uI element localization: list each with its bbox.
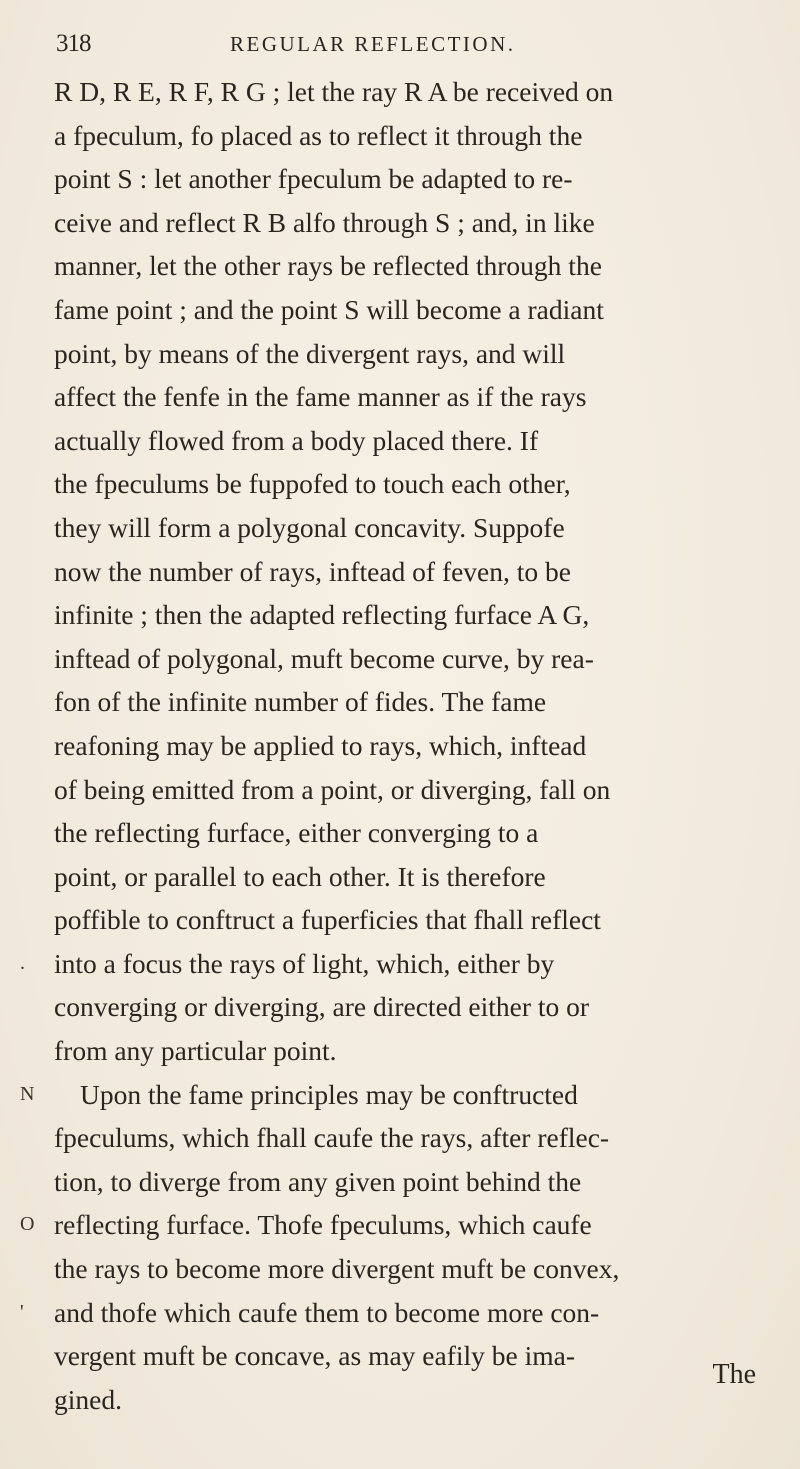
body-text [20, 70, 774, 1421]
text-line: affect the fenfe in the fame manner as if the rays [54, 381, 587, 413]
text-line: tion, to diverge from any given point behind the [54, 1165, 582, 1197]
margin-mark: ' [20, 1300, 24, 1323]
text-line: fon of the infinite number of fides. The fame [54, 686, 547, 718]
text-line: . into a focus the rays of light, which, either by [54, 942, 774, 986]
catchword: The [712, 1359, 756, 1390]
text-line: manner, let the other rays be reflected through the [54, 250, 602, 282]
text-line: inftead of polygonal, muft become curve, by rea- [54, 642, 594, 674]
text-line: now the number of rays, inftead of feven, to be [54, 555, 571, 587]
text-line: the reflecting furface, either converging to a [54, 817, 539, 849]
margin-mark: O [20, 1213, 35, 1236]
text-line: point, or parallel to each other. It is therefore [54, 860, 546, 892]
text-line: the rays to become more divergent muft be convex, [54, 1253, 620, 1285]
margin-mark: . [20, 951, 25, 974]
text-line: point, by means of the divergent rays, and will [54, 337, 566, 369]
text-line: a fpeculum, fo placed as to reflect it through the [54, 119, 583, 151]
text-line: gined. [54, 1383, 122, 1415]
text-line: point S : let another fpeculum be adapted to re- [54, 163, 573, 195]
text-line: R D, R E, R F, R G ; let the ray R A be received on [54, 76, 614, 107]
text-line: ceive and reflect R B alfo through S ; and, in like [54, 206, 595, 238]
text-line: from any particular point. [54, 1035, 337, 1067]
text-line: N Upon the fame principles may be conftructed [54, 1073, 774, 1117]
text-line: actually flowed from a body placed there. If [54, 424, 539, 456]
text-line: fame point ; and the point S will become a radiant [54, 293, 604, 325]
text-line: infinite ; then the adapted reflecting furface A G, [54, 599, 590, 631]
text-line: the fpeculums be fuppofed to touch each other, [54, 468, 571, 500]
page-number: 318 [56, 30, 91, 57]
text-line: poffible to conftruct a fuperficies that fhall reflect [54, 904, 601, 936]
text-line: vergent muft be concave, as may eafily be ima- [54, 1340, 576, 1372]
text-line: of being emitted from a point, or diverging, fall on [54, 773, 611, 805]
text-line: O reflecting furface. Thofe fpeculums, which caufe [54, 1203, 774, 1247]
text-line: they will form a polygonal concavity. Suppofe [54, 511, 565, 543]
text-line: ' and thofe which caufe them to become more con- [54, 1291, 774, 1335]
running-head: REGULAR REFLECTION. [230, 32, 516, 56]
page-header [56, 30, 746, 64]
text-line: fpeculums, which fhall caufe the rays, after reflec- [54, 1122, 610, 1154]
text-line: reafoning may be applied to rays, which, inftead [54, 729, 587, 761]
text-line: converging or diverging, are directed either to or [54, 991, 590, 1023]
margin-mark: N [20, 1082, 35, 1105]
